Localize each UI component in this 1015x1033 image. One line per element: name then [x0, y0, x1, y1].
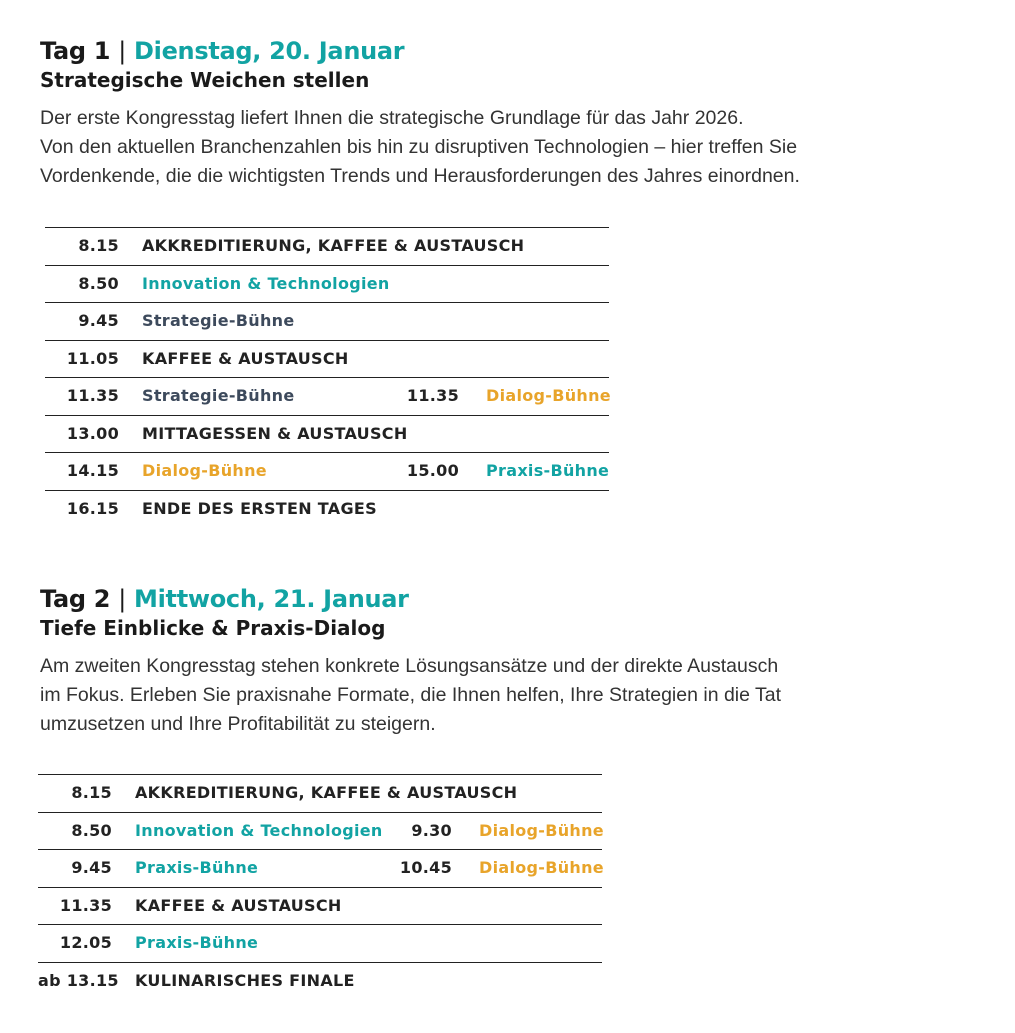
schedule-time: 11.05: [66, 348, 119, 368]
schedule-time-parallel: 11.35: [406, 386, 459, 405]
schedule-time: 11.35: [59, 895, 112, 915]
schedule-time: ab 13.15: [38, 970, 119, 990]
day-2-schedule: [38, 774, 602, 999]
schedule-activity: ENDE DES ERSTEN TAGES: [142, 498, 377, 518]
day-1-intro: [40, 104, 800, 191]
schedule-time-parallel: 9.30: [411, 820, 452, 840]
schedule-row: [38, 775, 602, 813]
schedule-row: [45, 453, 609, 491]
schedule-activity: Dialog-Bühne: [142, 461, 267, 480]
schedule-activity-parallel: Dialog-Bühne: [486, 386, 611, 405]
day-1-separator: |: [118, 37, 127, 65]
schedule-time: 8.15: [71, 783, 112, 802]
day-1-heading: [40, 36, 800, 66]
schedule-time: 8.15: [78, 236, 119, 255]
day-1-intro-line: Von den aktuellen Branchenzahlen bis hin zu disruptiven Technologien – hier treffen Sie: [40, 136, 798, 158]
schedule-activity: AKKREDITIERUNG, KAFFEE & AUSTAUSCH: [135, 783, 518, 802]
schedule-row: [38, 850, 602, 888]
schedule-row: [45, 266, 609, 304]
schedule-time: 12.05: [59, 933, 112, 952]
schedule-activity: MITTAGESSEN & AUSTAUSCH: [142, 423, 408, 443]
schedule-row: [45, 416, 609, 454]
day-2-intro-line: im Fokus. Erleben Sie praxisnahe Formate, die Ihnen helfen, Ihre Strategien in die Tat: [40, 684, 782, 706]
schedule-row: [45, 303, 609, 341]
day-2-subtitle: Tiefe Einblicke & Praxis-Dialog: [40, 616, 386, 640]
schedule-time-parallel: 15.00: [406, 461, 459, 480]
schedule-activity: KAFFEE & AUSTAUSCH: [142, 348, 349, 368]
day-1-schedule: [45, 227, 609, 527]
schedule-time: 9.45: [71, 858, 112, 877]
schedule-row: [38, 963, 602, 1000]
schedule-activity: Strategie-Bühne: [142, 311, 295, 330]
schedule-activity: Strategie-Bühne: [142, 386, 295, 405]
day-2-intro: [40, 652, 781, 739]
schedule-activity: Praxis-Bühne: [135, 933, 259, 952]
day-2-label: Tag 2: [40, 585, 111, 613]
schedule-row: [45, 228, 609, 266]
schedule-activity: Innovation & Technologien: [135, 820, 383, 840]
schedule-row: [38, 888, 602, 926]
day-1-subtitle: Strategische Weichen stellen: [40, 68, 370, 92]
schedule-row: [38, 813, 602, 851]
schedule-activity: AKKREDITIERUNG, KAFFEE & AUSTAUSCH: [142, 236, 525, 255]
schedule-activity: Innovation & Technologien: [142, 273, 390, 293]
schedule-time: 16.15: [66, 498, 119, 518]
day-2-section: [40, 584, 781, 739]
schedule-row: [45, 341, 609, 379]
day-1-section: [40, 36, 800, 191]
schedule-activity: KULINARISCHES FINALE: [135, 970, 355, 990]
schedule-row: [45, 378, 609, 416]
schedule-row: [38, 925, 602, 963]
schedule-time-parallel: 10.45: [399, 858, 452, 877]
day-2-intro-line: umzusetzen und Ihre Profitabilität zu steigern.: [40, 713, 436, 735]
schedule-activity: KAFFEE & AUSTAUSCH: [135, 895, 342, 915]
schedule-time: 11.35: [66, 386, 119, 405]
day-2-heading: [40, 584, 781, 614]
day-1-intro-line: Der erste Kongresstag liefert Ihnen die strategische Grundlage für das Jahr 2026.: [40, 107, 744, 129]
schedule-activity-parallel: Dialog-Bühne: [479, 820, 604, 840]
day-1-intro-line: Vordenkende, die die wichtigsten Trends und Herausforderungen des Jahres einordnen.: [40, 165, 800, 187]
schedule-time: 8.50: [78, 273, 119, 293]
day-1-date: Dienstag, 20. Januar: [134, 37, 405, 65]
schedule-time: 8.50: [71, 820, 112, 840]
schedule-row: [45, 491, 609, 528]
schedule-time: 13.00: [66, 423, 119, 443]
day-2-intro-line: Am zweiten Kongresstag stehen konkrete Lösungsansätze und der direkte Austausch: [40, 655, 779, 677]
schedule-time: 14.15: [66, 461, 119, 480]
day-2-separator: |: [118, 585, 127, 613]
schedule-activity-parallel: Praxis-Bühne: [486, 461, 610, 480]
day-1-label: Tag 1: [40, 37, 111, 65]
schedule-activity-parallel: Dialog-Bühne: [479, 858, 604, 877]
day-2-date: Mittwoch, 21. Januar: [134, 585, 409, 613]
schedule-time: 9.45: [78, 311, 119, 330]
schedule-activity: Praxis-Bühne: [135, 858, 259, 877]
